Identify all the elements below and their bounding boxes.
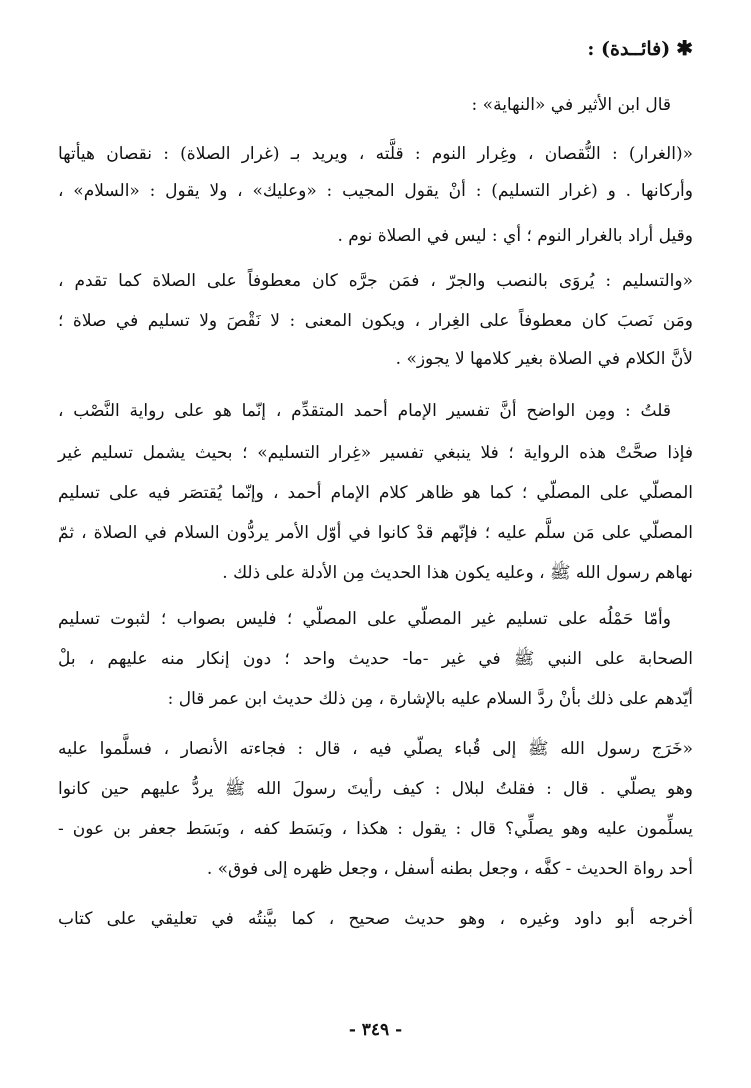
text-line: وأمّا حَمْلُه على تسليم غير المصلّي على المصلّي ؛ فليس بصواب ؛ لثبوت تسليم [58,609,671,629]
text-line: قلتُ : ومِن الواضح أنَّ تفسير الإمام أحمد المتقدِّم ، إنّما هو على رواية النَّصْب ، [58,401,671,421]
book-page [58,30,693,1070]
text-line: لأنَّ الكلام في الصلاة بغير كلامها لا يجوز» . [395,349,693,369]
asterisk-icon: ✱ [676,36,693,60]
text-line: «والتسليم : يُروَى بالنصب والجرّ ، فمَن جرَّه كان معطوفاً على الصلاة كما تقدم ، [58,271,693,291]
text-line: أخرجه أبو داود وغيره ، وهو حديث صحيح ، كما بيَّنتُه في تعليقي على كتاب [58,909,693,929]
text-line: قال ابن الأثير في «النهاية» : [471,95,671,115]
text-line: فإذا صحَّتْ هذه الرواية ؛ فلا ينبغي تفسير «غِرار التسليم» ؛ بحيث يشمل تسليم غير [58,443,693,463]
text-line: وهو يصلّي . قال : فقلتُ لبلال : كيف رأيتَ رسولَ الله ﷺ يردُّ عليهم حين كانوا [58,779,693,799]
text-line: المصلّي على المصلّي ؛ كما هو ظاهر كلام الإمام أحمد ، وإنّما يُقتصَر فيه على تسليم [58,483,693,503]
text-line: «(الغرار) : النُّقصان ، وغِرار النوم : قلَّته ، ويريد بـ (غرار الصلاة) : نقصان هيأتها [58,144,693,164]
text-line: ومَن نَصبَ كان معطوفاً على الغِرار ، ويكون المعنى : لا نَقْصَ ولا تسليم في صلاة ؛ [58,311,693,331]
text-line: المصلّي على مَن سلَّم عليه ؛ فإنّهم قدْ كانوا في أوّل الأمر يردُّون السلام في الصلاة ، ثمّ [58,523,693,543]
text-line: أيّدهم على ذلك بأنْ ردَّ السلام عليه بالإشارة ، مِن ذلك حديث ابن عمر قال : [167,689,693,709]
text-line: أحد رواة الحديث - كفَّه ، وجعل بطنه أسفل ، وجعل ظهره إلى فوق» . [206,859,693,879]
text-line: يسلِّمون عليه وهو يصلِّي؟ قال : يقول : هكذا ، وبَسَط كفه ، وبَسَط جعفر بن عون - [58,819,693,839]
text-line: الصحابة على النبي ﷺ في غير -ما- حديث واحد ؛ دون إنكار منه عليهم ، بلْ [58,649,693,669]
page-number: - ٣٤٩ - [348,1020,403,1040]
text-line: وقيل أراد بالغرار النوم ؛ أي : ليس في الصلاة نوم . [337,226,693,246]
text-line: نهاهم رسول الله ﷺ ، وعليه يكون هذا الحديث مِن الأدلة على ذلك . [222,563,693,583]
section-heading [587,36,693,60]
heading-title: (فائــدة) : [587,38,671,60]
text-line: وأركانها . و (غرار التسليم) : أنْ يقول المجيب : «وعليك» ، ولا يقول : «السلام» ، [58,181,693,201]
text-line: «خَرَج رسول الله ﷺ إلى قُباء يصلّي فيه ، قال : فجاءته الأنصار ، فسلَّموا عليه [58,739,693,759]
